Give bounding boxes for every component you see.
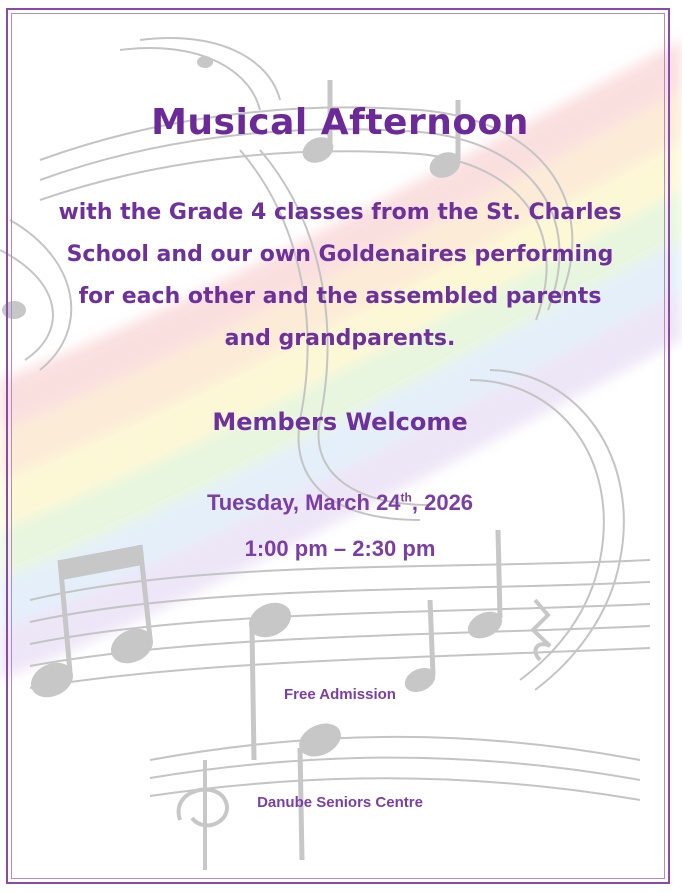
venue-name: Danube Seniors Centre (257, 794, 423, 811)
event-date-year: , 2026 (411, 490, 474, 515)
admission-info: Free Admission (284, 686, 396, 703)
event-title: Musical Afternoon (151, 102, 529, 143)
event-date-ordinal: th (400, 490, 412, 505)
event-time: 1:00 pm – 2:30 pm (244, 536, 436, 561)
event-date (20, 490, 660, 516)
event-description: with the Grade 4 classes from the St. Charles School and our own Goldenaires performing for each other and the assembled parents and grandparents. (58, 200, 622, 351)
event-date-main: Tuesday, March 24 (206, 490, 401, 515)
members-welcome: Members Welcome (212, 408, 468, 436)
